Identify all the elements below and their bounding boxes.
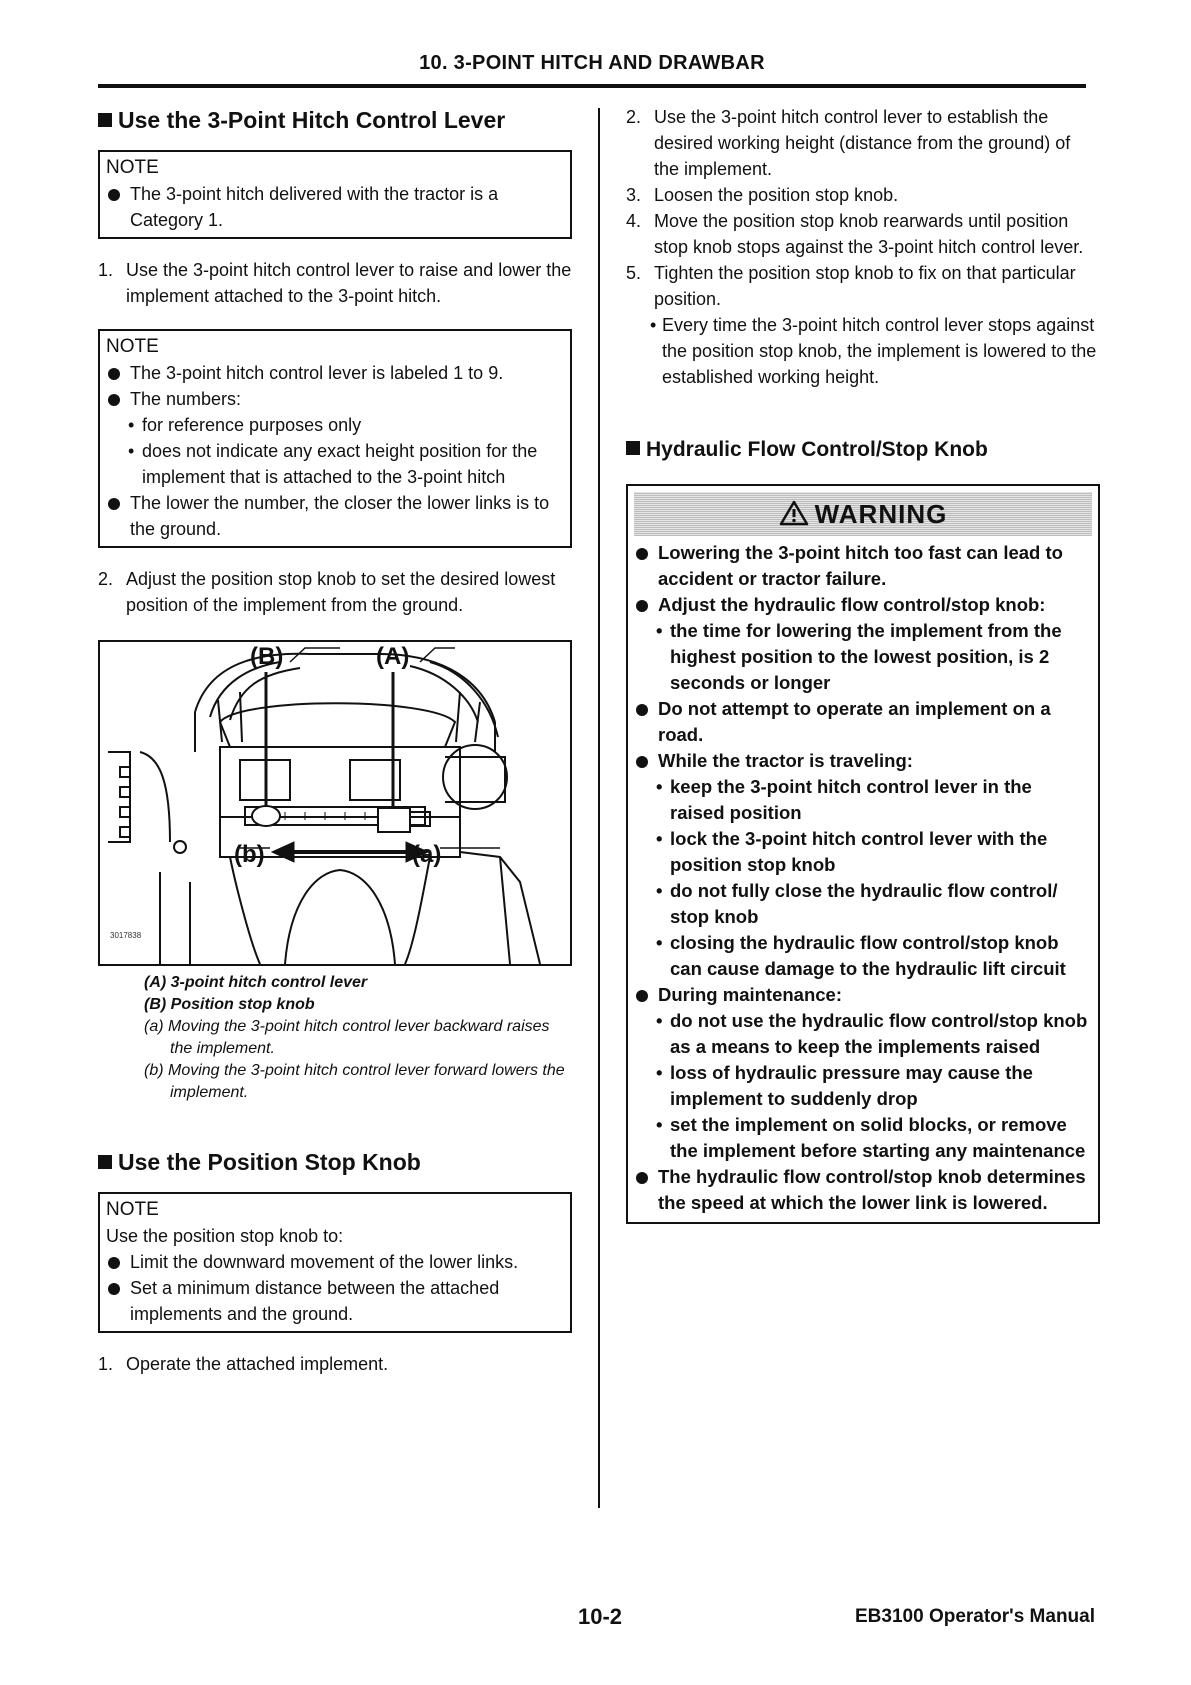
warning-bullet: The hydraulic flow control/stop knob determines the speed at which the lower link is lowered. bbox=[634, 1164, 1090, 1216]
warning-bullet: Do not attempt to operate an implement on a road. bbox=[634, 696, 1090, 748]
note-bullet: The lower the number, the closer the lower links is to the ground. bbox=[106, 490, 562, 542]
section-square-icon bbox=[626, 441, 640, 455]
caption-a-upper: (A) 3-point hitch control lever bbox=[144, 974, 368, 991]
step-1-operate: 1. Operate the attached implement. bbox=[98, 1354, 389, 1374]
warning-sub-bullet: • the time for lowering the implement from the highest position to the lowest position, is 2 seconds or longer bbox=[634, 618, 1090, 696]
note-intro: Use the position stop knob to: bbox=[106, 1226, 344, 1246]
right-column bbox=[626, 104, 1100, 1224]
label-a-lower: (a) bbox=[412, 841, 442, 868]
warning-sub-bullet: • do not fully close the hydraulic flow control/ stop knob bbox=[634, 878, 1090, 930]
warning-sub-bullet: • keep the 3-point hitch control lever in the raised position bbox=[634, 774, 1090, 826]
warning-sub-bullet: • lock the 3-point hitch control lever with the position stop knob bbox=[634, 826, 1090, 878]
step-5-tighten: 5. Tighten the position stop knob to fix on that particular position. bbox=[626, 263, 1076, 309]
note-bullet: Limit the downward movement of the lower links. bbox=[106, 1249, 562, 1275]
warning-triangle-icon bbox=[779, 495, 809, 521]
note-bullet: The 3-point hitch control lever is labeled 1 to 9. bbox=[106, 360, 562, 386]
note-box-lever-labels bbox=[98, 329, 572, 548]
note-sub-bullet: • for reference purposes only bbox=[106, 412, 562, 438]
tractor-panel-drawing bbox=[100, 642, 570, 964]
manual-title: EB3100 Operator's Manual bbox=[855, 1606, 1095, 1627]
section-square-icon bbox=[98, 1155, 112, 1169]
warning-box bbox=[626, 484, 1100, 1224]
note-bullet: Set a minimum distance between the attached implements and the ground. bbox=[106, 1275, 562, 1327]
step-1-hitch: 1. Use the 3-point hitch control lever to raise and lower the implement attached to the 3-point hitch. bbox=[98, 260, 572, 306]
caption-b-lower: (b) Moving the 3-point hitch control lever forward lowers the implement. bbox=[144, 1062, 565, 1101]
step-5-sub-bullet: • Every time the 3-point hitch control lever stops against the position stop knob, the implement is lowered to the established working height. bbox=[626, 312, 1100, 390]
left-column bbox=[98, 104, 572, 1397]
page-header: 10. 3-POINT HITCH AND DRAWBAR bbox=[419, 52, 765, 74]
note-bullet: The 3-point hitch delivered with the tractor is a Category 1. bbox=[106, 181, 562, 233]
note-title: NOTE bbox=[106, 1199, 159, 1220]
step-2-stop-knob: 2. Adjust the position stop knob to set the desired lowest position of the implement from the ground. bbox=[98, 569, 556, 615]
caption-b-upper: (B) Position stop knob bbox=[144, 996, 315, 1013]
warning-bullet: Adjust the hydraulic flow control/stop knob: bbox=[634, 592, 1090, 618]
note-title: NOTE bbox=[106, 157, 159, 178]
warning-sub-bullet: • set the implement on solid blocks, or remove the implement before starting any maintenance bbox=[634, 1112, 1090, 1164]
page-number: 10-2 bbox=[577, 1604, 623, 1629]
warning-sub-bullet: • closing the hydraulic flow control/stop knob can cause damage to the hydraulic lift circuit bbox=[634, 930, 1090, 982]
step-2-working-height: 2. Use the 3-point hitch control lever to establish the desired working height (distance from the ground) of the implement. bbox=[626, 107, 1071, 179]
figure-code: 3017838 bbox=[110, 931, 142, 940]
warning-sub-bullet: • loss of hydraulic pressure may cause the implement to suddenly drop bbox=[634, 1060, 1090, 1112]
label-b-upper: (B) bbox=[250, 643, 284, 670]
label-b-lower: (b) bbox=[234, 841, 265, 868]
section-title-hydraulic: Hydraulic Flow Control/Stop Knob bbox=[626, 434, 1100, 466]
warning-bullet: While the tractor is traveling: bbox=[634, 748, 1090, 774]
warning-bullet: During maintenance: bbox=[634, 982, 1090, 1008]
section-square-icon bbox=[98, 113, 112, 127]
header-rule bbox=[98, 84, 1086, 88]
warning-sub-bullet: • do not use the hydraulic flow control/stop knob as a means to keep the implements raised bbox=[634, 1008, 1090, 1060]
caption-a-lower: (a) Moving the 3-point hitch control lever backward raises the implement. bbox=[144, 1018, 550, 1057]
column-divider bbox=[598, 108, 600, 1508]
warning-body bbox=[628, 540, 1098, 1216]
warning-bullet: Lowering the 3-point hitch too fast can lead to accident or tractor failure. bbox=[634, 540, 1090, 592]
note-box-category bbox=[98, 150, 572, 239]
note-sub-bullet: • does not indicate any exact height position for the implement that is attached to the 3-point hitch bbox=[106, 438, 562, 490]
warning-title: WARNING bbox=[814, 499, 948, 529]
step-4-move: 4. Move the position stop knob rearwards until position stop knob stops against the 3-point hitch control lever. bbox=[626, 211, 1084, 257]
section-title-stop-knob: Use the Position Stop Knob bbox=[98, 1146, 572, 1178]
section-title-hitch-lever: Use the 3-Point Hitch Control Lever bbox=[98, 104, 572, 136]
step-3-loosen: 3. Loosen the position stop knob. bbox=[626, 185, 899, 205]
warning-header bbox=[634, 492, 1092, 536]
label-a-upper: (A) bbox=[376, 643, 410, 670]
figure-caption bbox=[98, 972, 572, 1104]
note-box-stop-knob bbox=[98, 1192, 572, 1333]
hitch-lever-illustration bbox=[98, 640, 572, 966]
note-bullet: The numbers: bbox=[106, 386, 562, 412]
note-title: NOTE bbox=[106, 336, 159, 357]
